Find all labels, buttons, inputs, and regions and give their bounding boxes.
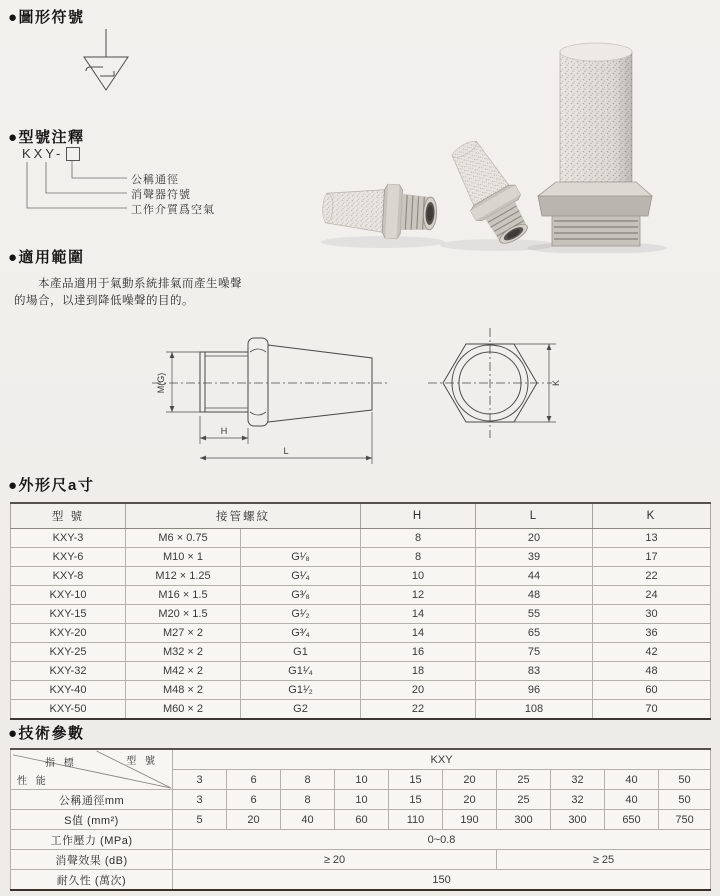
params-noise-row — [11, 850, 711, 870]
corner-label-performance: 性 能 — [17, 776, 49, 787]
params-s-row: S值 (mm²) 5 20 40 60 110 190 300 300 650 750 — [11, 810, 711, 830]
params-series-row — [11, 749, 711, 770]
table-row: KXY-3 M6 × 0.75 8 20 13 — [11, 529, 711, 548]
silencer-symbol-icon — [60, 26, 155, 104]
row-label-pressure: 工作壓力 (MPa) — [11, 830, 173, 850]
row-label-durability: 耐久性 (萬次) — [11, 870, 173, 891]
col-header-model: 型 號 — [11, 503, 126, 529]
dimensions-table — [10, 502, 711, 720]
col-header-k: K — [593, 503, 711, 529]
noise-right-cell: ≥ 25 — [497, 850, 711, 870]
pressure-value-cell: 0~0.8 — [173, 830, 711, 850]
dim-label-k: K — [551, 379, 561, 387]
table-row: KXY-25 M32 × 2 G1 16 75 42 — [11, 643, 711, 662]
series-header-cell: KXY — [173, 749, 711, 770]
dimensions-header-row — [11, 503, 711, 529]
model-label-working-medium: 工作介質爲空氣 — [131, 204, 215, 216]
section-title-model-notation: ●型號注釋 — [8, 129, 85, 146]
section-title-outline-dimensions: ●外形尺a寸 — [8, 477, 95, 494]
section-title-graphic-symbol: ●圖形符號 — [8, 9, 85, 26]
col-header-h: H — [361, 503, 476, 529]
table-row: KXY-20 M27 × 2 G³⁄₄ 14 65 36 — [11, 624, 711, 643]
row-label-s-value: S值 (mm²) — [11, 810, 173, 830]
table-row: KXY-40 M48 × 2 G1¹⁄₂ 20 96 60 — [11, 681, 711, 700]
section-title-application-range: ●適用範圍 — [8, 249, 85, 266]
model-label-nominal-diameter: 公稱通徑 — [131, 174, 179, 186]
model-code-text: KXY — [22, 146, 58, 161]
silencer-photo-left — [321, 181, 438, 241]
params-pressure-row — [11, 830, 711, 850]
table-row: KXY-6 M10 × 1 G¹⁄₈ 8 39 17 — [11, 548, 711, 567]
table-row: KXY-15 M20 × 1.5 G¹⁄₂ 14 55 30 — [11, 605, 711, 624]
product-photo — [310, 8, 715, 253]
dim-label-mg: M(G) — [156, 372, 166, 394]
application-line-1: 本產品適用于氣動系統排氣而產生噪聲 — [38, 278, 242, 290]
table-row: KXY-50 M60 × 2 G2 22 108 70 — [11, 700, 711, 720]
col-header-thread: 接管螺紋 — [126, 503, 361, 529]
application-paragraph — [14, 276, 284, 310]
params-corner-cell — [11, 749, 173, 790]
params-bore-row: 公稱通徑mm 3 6 8 10 15 20 25 32 40 50 — [11, 790, 711, 810]
model-dash-text: - — [56, 146, 61, 161]
dim-label-h: H — [220, 426, 228, 436]
col-header-l: L — [476, 503, 593, 529]
silencer-photo-middle — [440, 132, 539, 252]
row-label-noise: 消聲效果 (dB) — [11, 850, 173, 870]
params-durability-row — [11, 870, 711, 891]
row-label-bore: 公稱通徑mm — [11, 790, 173, 810]
table-row: KXY-32 M42 × 2 G1¹⁄₄ 18 83 48 — [11, 662, 711, 681]
table-row: KXY-8 M12 × 1.25 G¹⁄₄ 10 44 22 — [11, 567, 711, 586]
dim-label-l: L — [283, 446, 289, 456]
noise-left-cell: ≥ 20 — [173, 850, 497, 870]
params-sizes-row: 3 6 8 10 15 20 25 32 40 50 — [11, 770, 711, 790]
application-line-2: 的場合，以達到降低噪聲的目的。 — [14, 295, 194, 307]
table-row: KXY-10 M16 × 1.5 G³⁄₈ 12 48 24 — [11, 586, 711, 605]
corner-label-indicator: 指 標 — [45, 758, 77, 769]
durability-value-cell: 150 — [173, 870, 711, 891]
outline-drawing — [140, 322, 570, 472]
model-label-silencer-symbol: 消聲器符號 — [131, 189, 191, 201]
silencer-photo-right — [538, 43, 652, 246]
section-title-technical-parameters: ●技術參數 — [8, 725, 85, 742]
corner-label-model: 型 號 — [126, 756, 158, 767]
parameters-table — [10, 748, 711, 891]
